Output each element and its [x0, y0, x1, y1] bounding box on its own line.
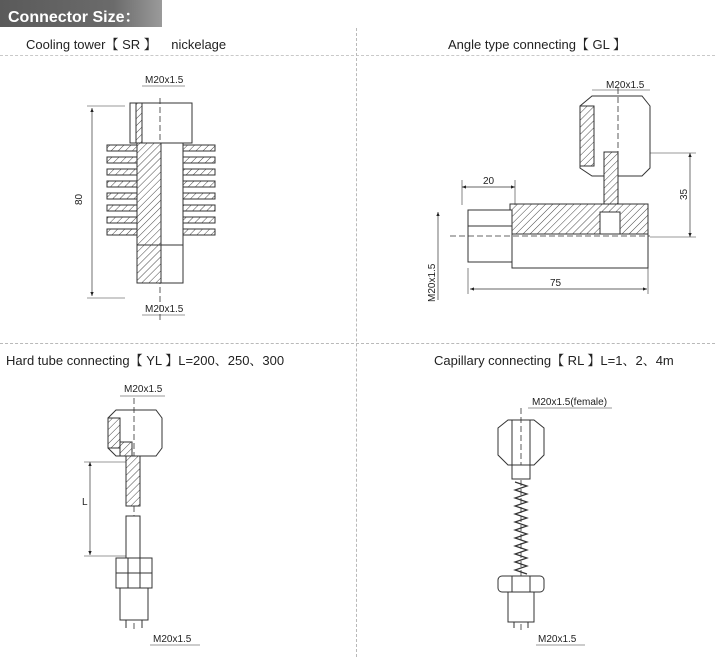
yl-thread-top-label: M20x1.5	[124, 384, 163, 395]
gl-dim-20-label: 20	[483, 176, 495, 187]
gl-thread-side-label: M20x1.5	[427, 263, 438, 302]
sr-thread-bottom-label: M20x1.5	[145, 304, 184, 315]
gl-dim-75-label: 75	[550, 278, 562, 289]
panel-title-rl: Capillary connecting【 RL 】L=1、2、4m	[434, 353, 674, 368]
panel-title-sr: Cooling tower【 SR 】 nickelage	[26, 37, 227, 52]
rl-thread-top-label: M20x1.5(female)	[532, 397, 608, 408]
rl-thread-bottom-label: M20x1.5	[538, 634, 577, 645]
yl-drawing	[84, 396, 200, 645]
sr-height-label: 80	[74, 193, 85, 205]
yl-dim-l-label: L	[82, 497, 88, 508]
sr-thread-top-label: M20x1.5	[145, 75, 184, 86]
rl-drawing	[498, 408, 612, 645]
gl-drawing	[438, 88, 696, 300]
sr-drawing	[87, 86, 215, 320]
yl-thread-bottom-label: M20x1.5	[153, 634, 192, 645]
section-title: Connector Size：	[8, 9, 141, 26]
gl-dim-35-label: 35	[679, 188, 690, 200]
gl-thread-top-label: M20x1.5	[606, 80, 645, 91]
capillary-coil	[515, 482, 527, 574]
panel-title-gl: Angle type connecting【 GL 】	[448, 37, 627, 52]
panel-title-yl: Hard tube connecting【 YL 】L=200、250、300	[6, 353, 285, 368]
